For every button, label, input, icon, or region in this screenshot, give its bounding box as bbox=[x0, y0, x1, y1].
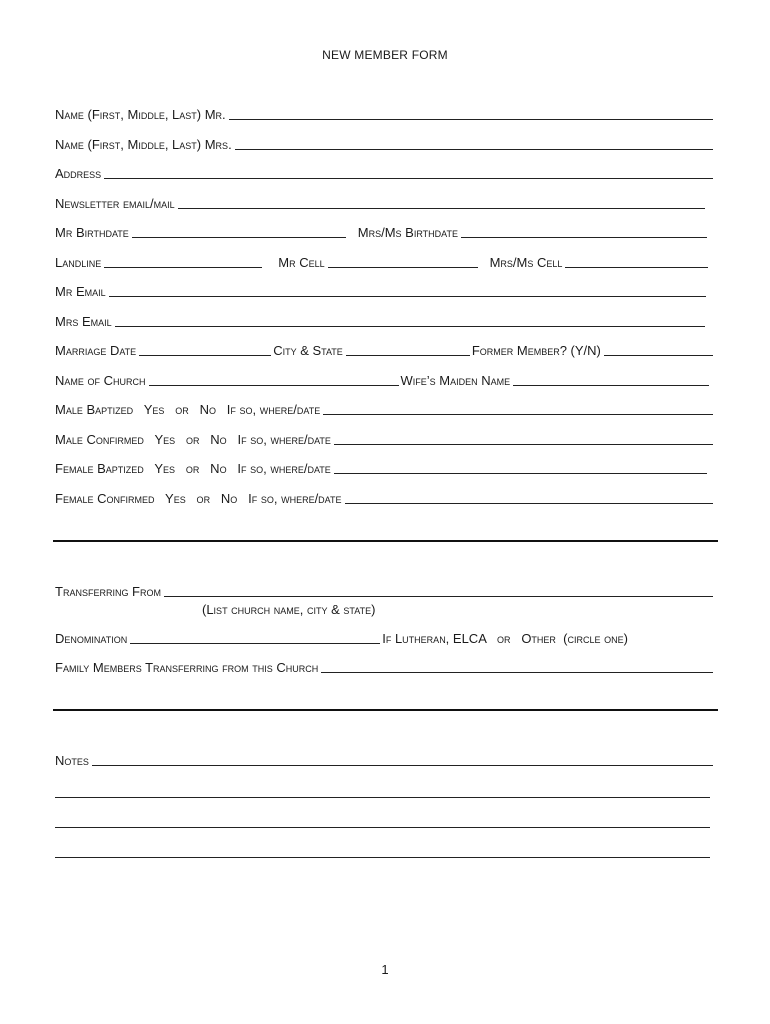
mr-birthdate-field[interactable] bbox=[132, 224, 346, 238]
lutheran-circle-label: If Lutheran, ELCA or Other (circle one) bbox=[382, 631, 628, 646]
male-confirmed-field[interactable] bbox=[334, 431, 713, 445]
church-name-label: Name of Church bbox=[55, 373, 146, 388]
female-confirmed-label: Female Confirmed Yes or No If so, where/date bbox=[55, 491, 342, 506]
family-members-field[interactable] bbox=[321, 659, 713, 673]
denomination-row bbox=[55, 628, 710, 646]
mr-email-field[interactable] bbox=[109, 283, 706, 297]
male-confirmed-row bbox=[55, 429, 715, 447]
female-baptized-label: Female Baptized Yes or No If so, where/date bbox=[55, 461, 331, 476]
mr-email-label: Mr Email bbox=[55, 284, 106, 299]
former-member-field[interactable] bbox=[604, 342, 713, 356]
female-baptized-field[interactable] bbox=[334, 460, 707, 474]
landline-label: Landline bbox=[55, 255, 102, 270]
mrs-email-row bbox=[55, 311, 707, 329]
address-label: Address bbox=[55, 166, 102, 181]
city-state-label: City & State bbox=[273, 343, 343, 358]
list-church-note: (List church name, city & state) bbox=[202, 602, 376, 617]
male-baptized-row bbox=[55, 399, 715, 417]
maiden-name-field[interactable] bbox=[513, 372, 709, 386]
newsletter-label: Newsletter email/mail bbox=[55, 196, 175, 211]
landline-field[interactable] bbox=[104, 254, 262, 268]
maiden-name-label: Wife’s Maiden Name bbox=[400, 373, 511, 388]
transferring-from-row bbox=[55, 581, 715, 599]
name-mrs-label: Name (First, Middle, Last) Mrs. bbox=[55, 137, 232, 152]
mr-cell-label: Mr Cell bbox=[278, 255, 325, 270]
female-confirmed-field[interactable] bbox=[345, 490, 713, 504]
notes-line[interactable] bbox=[55, 827, 710, 828]
form-title: NEW MEMBER FORM bbox=[322, 48, 448, 62]
notes-field[interactable] bbox=[92, 752, 713, 766]
church-row bbox=[55, 370, 711, 388]
page-number: 1 bbox=[381, 962, 389, 977]
mrs-birthdate-label: Mrs/Ms Birthdate bbox=[357, 225, 459, 240]
mrs-cell-field[interactable] bbox=[565, 254, 708, 268]
notes-line[interactable] bbox=[55, 857, 710, 858]
newsletter-row bbox=[55, 193, 707, 211]
male-baptized-field[interactable] bbox=[323, 401, 713, 415]
transferring-from-label: Transferring From bbox=[55, 584, 161, 599]
newsletter-field[interactable] bbox=[178, 195, 705, 209]
mr-cell-field[interactable] bbox=[328, 254, 478, 268]
name-mrs-field[interactable] bbox=[235, 136, 713, 150]
address-row bbox=[55, 163, 715, 181]
mr-email-row bbox=[55, 281, 708, 299]
phone-row bbox=[55, 252, 710, 270]
denomination-field[interactable] bbox=[130, 630, 380, 644]
notes-row bbox=[55, 750, 715, 768]
city-state-field[interactable] bbox=[346, 342, 470, 356]
address-field[interactable] bbox=[104, 165, 713, 179]
mrs-birthdate-field[interactable] bbox=[461, 224, 707, 238]
notes-line[interactable] bbox=[55, 797, 710, 798]
mrs-cell-label: Mrs/Ms Cell bbox=[489, 255, 563, 270]
marriage-date-field[interactable] bbox=[139, 342, 271, 356]
transferring-from-field[interactable] bbox=[164, 583, 713, 597]
family-members-label: Family Members Transferring from this Church bbox=[55, 660, 319, 675]
female-confirmed-row bbox=[55, 488, 715, 506]
notes-label: Notes bbox=[55, 753, 89, 768]
male-confirmed-label: Male Confirmed Yes or No If so, where/date bbox=[55, 432, 331, 447]
name-mr-row bbox=[55, 104, 715, 122]
male-baptized-label: Male Baptized Yes or No If so, where/date bbox=[55, 402, 321, 417]
former-member-label: Former Member? (Y/N) bbox=[471, 343, 601, 358]
name-mrs-row bbox=[55, 134, 715, 152]
church-name-field[interactable] bbox=[149, 372, 399, 386]
section-divider bbox=[53, 540, 718, 542]
denomination-label: Denomination bbox=[55, 631, 128, 646]
family-members-row bbox=[55, 657, 715, 675]
name-mr-field[interactable] bbox=[229, 106, 713, 120]
female-baptized-row bbox=[55, 458, 709, 476]
birthdate-row bbox=[55, 222, 709, 240]
section-divider bbox=[53, 709, 718, 711]
marriage-row bbox=[55, 340, 715, 358]
mrs-email-field[interactable] bbox=[115, 313, 705, 327]
mrs-email-label: Mrs Email bbox=[55, 314, 112, 329]
mr-birthdate-label: Mr Birthdate bbox=[55, 225, 129, 240]
marriage-date-label: Marriage Date bbox=[55, 343, 137, 358]
name-mr-label: Name (First, Middle, Last) Mr. bbox=[55, 107, 226, 122]
